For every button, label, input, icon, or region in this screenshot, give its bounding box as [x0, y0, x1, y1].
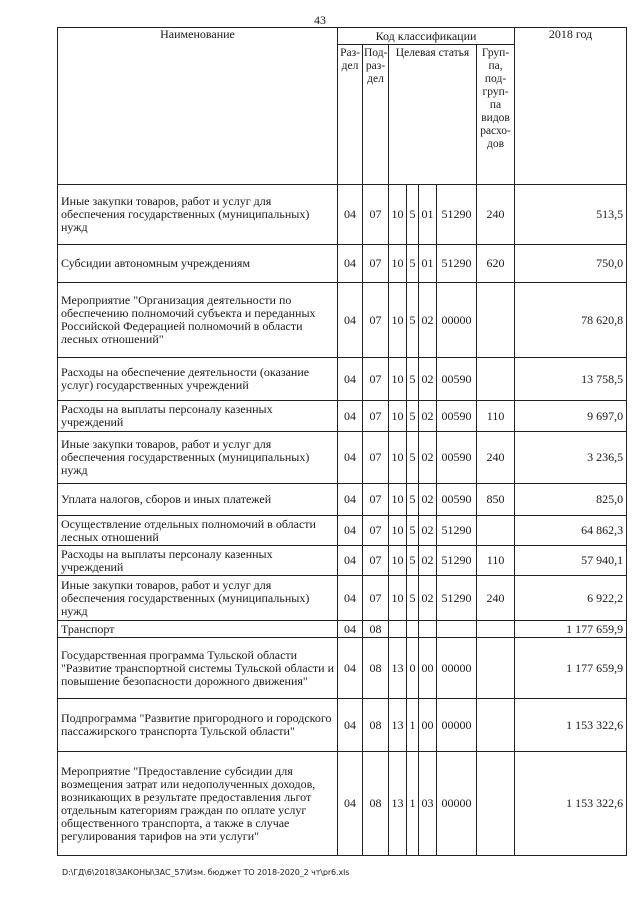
row-target-direction: 00590 — [437, 358, 477, 401]
row-target-direction: 51290 — [437, 185, 477, 245]
row-section: 04 — [338, 484, 363, 516]
row-amount: 64 862,3 — [515, 516, 627, 546]
header-subsection: Под- раз- дел — [363, 45, 389, 185]
row-target-direction: 00000 — [437, 283, 477, 358]
row-target-subprogram — [407, 621, 419, 638]
row-name: Уплата налогов, сборов и иных платежей — [58, 484, 338, 516]
table-row — [58, 621, 627, 638]
table-row — [58, 576, 627, 621]
row-target-direction — [437, 621, 477, 638]
row-section: 04 — [338, 638, 363, 699]
row-target-direction: 00000 — [437, 752, 477, 856]
row-subsection: 08 — [363, 638, 389, 699]
row-name: Расходы на выплаты персоналу казенных учреждений — [58, 401, 338, 432]
row-target-event: 02 — [419, 358, 437, 401]
row-target-event: 02 — [419, 546, 437, 576]
row-expense-type — [477, 752, 515, 856]
row-section: 04 — [338, 358, 363, 401]
row-subsection: 07 — [363, 576, 389, 621]
row-name: Транспорт — [58, 621, 338, 638]
row-target-event: 02 — [419, 576, 437, 621]
row-target-subprogram: 5 — [407, 432, 419, 484]
row-name: Осуществление отдельных полномочий в области лесных отношений — [58, 516, 338, 546]
header-target: Целевая статья — [389, 45, 477, 185]
row-target-program: 10 — [389, 245, 407, 283]
row-subsection: 07 — [363, 432, 389, 484]
row-amount: 750,0 — [515, 245, 627, 283]
row-section: 04 — [338, 752, 363, 856]
row-expense-type: 620 — [477, 245, 515, 283]
row-target-event: 02 — [419, 516, 437, 546]
row-section: 04 — [338, 699, 363, 752]
row-amount: 1 153 322,6 — [515, 699, 627, 752]
table-row — [58, 245, 627, 283]
row-target-event: 01 — [419, 245, 437, 283]
row-target-subprogram: 5 — [407, 185, 419, 245]
row-target-direction: 00000 — [437, 699, 477, 752]
row-target-program: 10 — [389, 185, 407, 245]
row-subsection: 08 — [363, 699, 389, 752]
header-section: Раз- дел — [338, 45, 363, 185]
row-name: Иные закупки товаров, работ и услуг для обеспечения государственных (муниципальных) нужд — [58, 432, 338, 484]
row-expense-type: 240 — [477, 432, 515, 484]
row-target-program — [389, 621, 407, 638]
table-row — [58, 638, 627, 699]
file-path-footer: D:\ГД\6\2018\ЗАКОНЫ\ЗАС_57\Изм. бюджет ТО 2018-2020_2 чт\pr6.xls — [62, 868, 350, 877]
table-row — [58, 358, 627, 401]
row-section: 04 — [338, 401, 363, 432]
row-target-direction: 51290 — [437, 245, 477, 283]
table-row — [58, 401, 627, 432]
row-amount: 1 153 322,6 — [515, 752, 627, 856]
row-section: 04 — [338, 283, 363, 358]
row-target-event: 00 — [419, 638, 437, 699]
row-expense-type — [477, 638, 515, 699]
row-target-subprogram: 0 — [407, 638, 419, 699]
table-row — [58, 432, 627, 484]
row-subsection: 07 — [363, 185, 389, 245]
row-target-subprogram: 5 — [407, 245, 419, 283]
row-target-direction: 51290 — [437, 546, 477, 576]
row-section: 04 — [338, 621, 363, 638]
row-name: Иные закупки товаров, работ и услуг для обеспечения государственных (муниципальных) нужд — [58, 185, 338, 245]
row-target-program: 10 — [389, 484, 407, 516]
row-target-direction: 51290 — [437, 576, 477, 621]
row-target-program: 10 — [389, 576, 407, 621]
row-expense-type — [477, 283, 515, 358]
table-row — [58, 185, 627, 245]
row-section: 04 — [338, 516, 363, 546]
row-target-subprogram: 1 — [407, 699, 419, 752]
row-target-direction: 00590 — [437, 401, 477, 432]
row-target-program: 13 — [389, 638, 407, 699]
table-row — [58, 752, 627, 856]
row-amount: 1 177 659,9 — [515, 621, 627, 638]
row-subsection: 08 — [363, 752, 389, 856]
row-target-event: 01 — [419, 185, 437, 245]
row-target-event — [419, 621, 437, 638]
row-target-program: 10 — [389, 432, 407, 484]
page-number: 43 — [314, 13, 326, 27]
row-target-subprogram: 5 — [407, 546, 419, 576]
row-expense-type — [477, 699, 515, 752]
table-row — [58, 699, 627, 752]
row-target-event: 02 — [419, 401, 437, 432]
row-target-program: 10 — [389, 546, 407, 576]
row-target-program: 13 — [389, 699, 407, 752]
row-expense-type — [477, 516, 515, 546]
row-target-direction: 00590 — [437, 484, 477, 516]
header-name: Наименование — [58, 28, 338, 185]
table-row — [58, 283, 627, 358]
row-target-direction: 51290 — [437, 516, 477, 546]
table-row — [58, 484, 627, 516]
row-expense-type: 240 — [477, 576, 515, 621]
row-name: Подпрограмма "Развитие пригородного и городского пассажирского транспорта Тульской области" — [58, 699, 338, 752]
row-expense-type: 110 — [477, 401, 515, 432]
row-name: Мероприятие "Организация деятельности по обеспечению полномочий субъекта и переданных Российской Федерацией полномочий в области лесных отношений" — [58, 283, 338, 358]
row-target-program: 10 — [389, 283, 407, 358]
row-target-program: 10 — [389, 516, 407, 546]
row-name: Расходы на обеспечение деятельности (оказание услуг) государственных учреждений — [58, 358, 338, 401]
row-target-subprogram: 1 — [407, 752, 419, 856]
header-code-group: Код классификации — [338, 28, 515, 45]
row-target-event: 02 — [419, 283, 437, 358]
row-target-subprogram: 5 — [407, 516, 419, 546]
row-target-event: 02 — [419, 484, 437, 516]
row-target-direction: 00000 — [437, 638, 477, 699]
row-target-subprogram: 5 — [407, 283, 419, 358]
row-target-program: 13 — [389, 752, 407, 856]
row-subsection: 07 — [363, 516, 389, 546]
row-target-subprogram: 5 — [407, 484, 419, 516]
row-amount: 825,0 — [515, 484, 627, 516]
budget-table — [57, 27, 627, 856]
row-amount: 13 758,5 — [515, 358, 627, 401]
table-row — [58, 516, 627, 546]
header-expense-group: Груп- па, под- груп- па видов расхо- дов — [477, 45, 515, 185]
row-amount: 78 620,8 — [515, 283, 627, 358]
row-section: 04 — [338, 245, 363, 283]
row-target-subprogram: 5 — [407, 358, 419, 401]
row-expense-type — [477, 358, 515, 401]
row-expense-type: 110 — [477, 546, 515, 576]
row-subsection: 08 — [363, 621, 389, 638]
row-expense-type — [477, 621, 515, 638]
row-section: 04 — [338, 546, 363, 576]
row-name: Мероприятие "Предоставление субсидии для возмещения затрат или недополученных доходов, возникающих в результате предоставления льгот отдельным категориям граждан по оплате услуг общественного транспорта, а также в случае регулирования тарифов на эти услуги" — [58, 752, 338, 856]
row-expense-type: 240 — [477, 185, 515, 245]
row-section: 04 — [338, 185, 363, 245]
row-target-direction: 00590 — [437, 432, 477, 484]
row-target-subprogram: 5 — [407, 401, 419, 432]
row-target-program: 10 — [389, 401, 407, 432]
row-name: Государственная программа Тульской области "Развитие транспортной системы Тульской области и повышение безопасности дорожного движения" — [58, 638, 338, 699]
row-amount: 9 697,0 — [515, 401, 627, 432]
row-subsection: 07 — [363, 245, 389, 283]
row-name: Субсидии автономным учреждениям — [58, 245, 338, 283]
row-target-event: 02 — [419, 432, 437, 484]
row-target-subprogram: 5 — [407, 576, 419, 621]
row-amount: 1 177 659,9 — [515, 638, 627, 699]
row-subsection: 07 — [363, 484, 389, 516]
header-year: 2018 год — [515, 28, 627, 185]
table-row — [58, 546, 627, 576]
row-target-event: 00 — [419, 699, 437, 752]
row-subsection: 07 — [363, 401, 389, 432]
row-section: 04 — [338, 576, 363, 621]
row-section: 04 — [338, 432, 363, 484]
row-subsection: 07 — [363, 283, 389, 358]
row-amount: 3 236,5 — [515, 432, 627, 484]
row-subsection: 07 — [363, 546, 389, 576]
row-amount: 6 922,2 — [515, 576, 627, 621]
row-target-event: 03 — [419, 752, 437, 856]
row-amount: 57 940,1 — [515, 546, 627, 576]
row-name: Иные закупки товаров, работ и услуг для обеспечения государственных (муниципальных) нужд — [58, 576, 338, 621]
row-amount: 513,5 — [515, 185, 627, 245]
row-subsection: 07 — [363, 358, 389, 401]
row-target-program: 10 — [389, 358, 407, 401]
row-expense-type: 850 — [477, 484, 515, 516]
row-name: Расходы на выплаты персоналу казенных учреждений — [58, 546, 338, 576]
